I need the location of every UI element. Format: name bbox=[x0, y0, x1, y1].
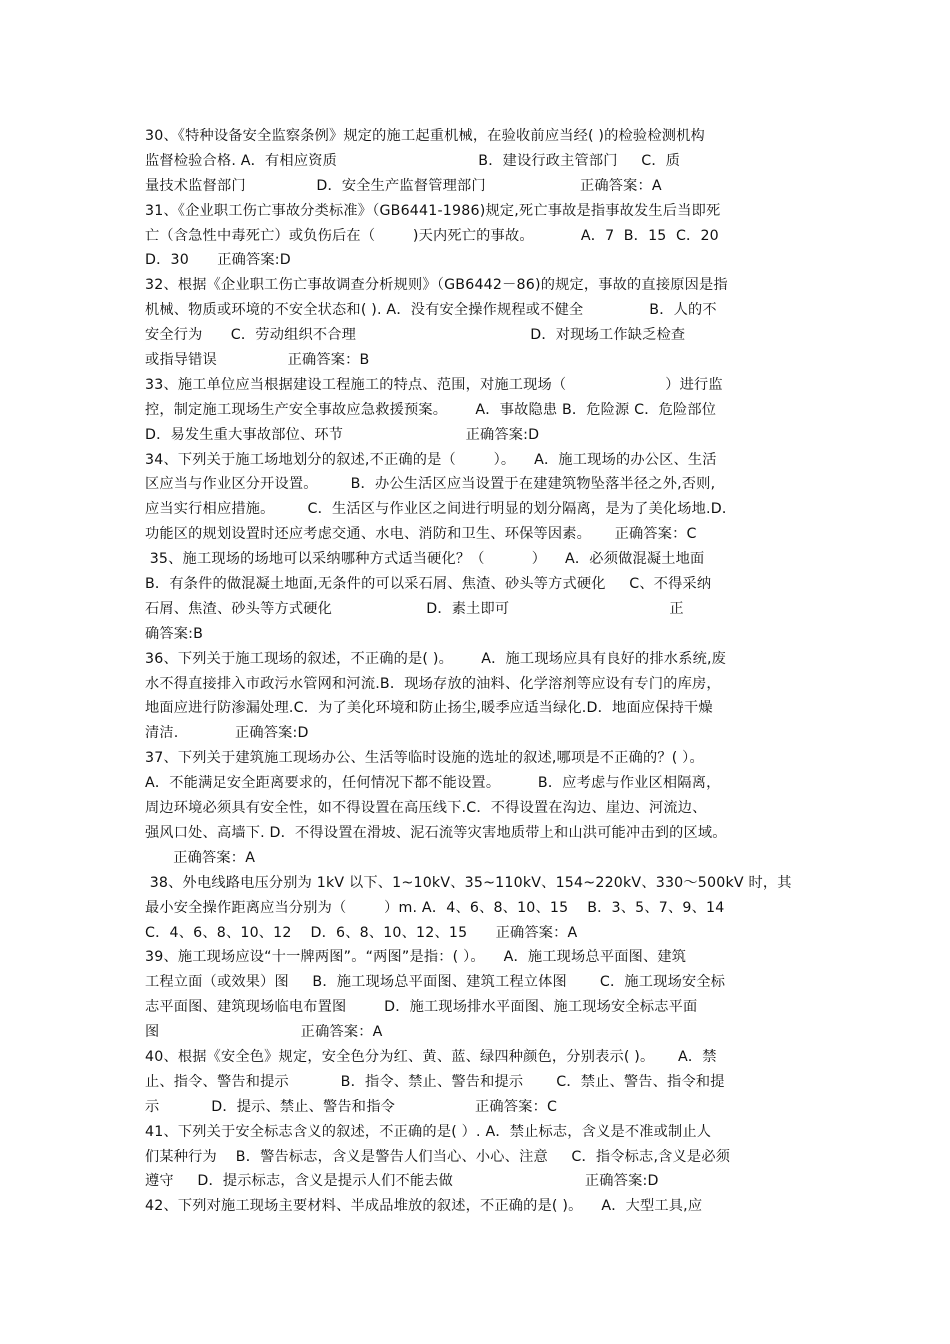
text-line: 36、下列关于施工现场的叙述，不正确的是( )。 A．施工现场应具有良好的排水系统,废 bbox=[145, 650, 727, 667]
text-line: D．易发生重大事故部位、环节 正确答案:D bbox=[145, 426, 540, 443]
text-line: B．有条件的做混凝土地面,无条件的可以采石屑、焦渣、砂头等方式硬化 C、不得采纳 bbox=[145, 576, 712, 593]
text-line: 清洁. 正确答案:D bbox=[145, 725, 309, 742]
text-line: 石屑、焦渣、砂头等方式硬化 D．素土即可 正 bbox=[145, 600, 684, 617]
text-line: 周边环境必须具有安全性，如不得设置在高压线下.C．不得设置在沟边、崖边、河流边、 bbox=[145, 800, 707, 817]
text-line: 41、下列关于安全标志含义的叙述，不正确的是( ）. A．禁止标志，含义是不准或制止人 bbox=[145, 1123, 712, 1140]
text-line: 控，制定施工现场生产安全事故应急救援预案。 A．事故隐患 B．危险源 C．危险部位 bbox=[145, 401, 717, 418]
text-line: 量技术监督部门 D．安全生产监督管理部门 正确答案：A bbox=[145, 177, 662, 194]
text-line: 31、《企业职工伤亡事故分类标准》（GB6441-1986)规定,死亡事故是指事故发生后当即死 bbox=[145, 202, 721, 219]
text-line: 水不得直接排入市政污水管网和河流.B．现场存放的油料、化学溶剂等应设有专门的库房， bbox=[145, 675, 721, 692]
text-line: C．4、6、8、10、12 D．6、8、10、12、15 正确答案：A bbox=[145, 924, 578, 941]
text-line: 30、《特种设备安全监察条例》规定的施工起重机械，在验收前应当经( )的检验检测机构 bbox=[145, 128, 705, 144]
text-line: 40、根据《安全色》规定，安全色分为红、黄、蓝、绿四种颜色，分别表示( )。 A．禁 bbox=[145, 1048, 717, 1065]
exam-questions-text bbox=[145, 124, 810, 1219]
text-line: 38、外电线路电压分别为 1kV 以下、1~10kV、35~110kV、154~220kV、330～500kV 时，其 bbox=[145, 874, 792, 891]
text-line: 志平面图、建筑现场临电布置图 D．施工现场排水平面图、施工现场安全标志平面 bbox=[145, 999, 698, 1016]
text-line: 功能区的规划设置时还应考虑交通、水电、消防和卫生、环保等因素。 正确答案：C bbox=[145, 526, 697, 543]
text-line: D．30 正确答案:D bbox=[145, 252, 291, 269]
text-line: 监督检验合格. A．有相应资质 B．建设行政主管部门 C．质 bbox=[145, 152, 681, 169]
text-line: 32、根据《企业职工伤亡事故调查分析规则》（GB6442－86)的规定，事故的直接原因是指 bbox=[145, 277, 728, 294]
text-line: 们某种行为 B．警告标志，含义是警告人们当心、小心、注意 C．指令标志,含义是必须 bbox=[145, 1148, 731, 1165]
text-line: 止、指令、警告和提示 B．指令、禁止、警告和提示 C．禁止、警告、指令和提 bbox=[145, 1073, 725, 1090]
text-line: 遵守 D．提示标志，含义是提示人们不能去做 正确答案:D bbox=[145, 1173, 659, 1190]
text-line: 最小安全操作距离应当分别为（ ）m. A．4、6、8、10、15 B．3、5、7、9、14 bbox=[145, 899, 725, 916]
text-line: 强风口处、高墙下. D．不得设置在滑坡、泥石流等灾害地质带上和山洪可能冲击到的区域。 bbox=[145, 824, 727, 841]
text-line: 确答案:B bbox=[145, 625, 204, 642]
text-line: 或指导错误 正确答案：B bbox=[145, 352, 370, 369]
text-line: 亡（含急性中毒死亡）或负伤后在（ )天内死亡的事故。 A．7 B．15 C．20 bbox=[145, 227, 719, 244]
text-line: 34、下列关于施工场地划分的叙述,不正确的是（ ）。 A．施工现场的办公区、生活 bbox=[145, 451, 717, 468]
text-line: 35、施工现场的场地可以采纳哪种方式适当硬化？（ ） A．必须做混凝土地面 bbox=[145, 551, 705, 568]
text-line: 区应当与作业区分开设置。 B．办公生活区应当设置于在建建筑物坠落半径之外,否则, bbox=[145, 476, 716, 493]
text-line: 39、施工现场应设“十一牌两图”。“两图”是指：( ）。 A．施工现场总平面图、建筑 bbox=[145, 949, 687, 966]
text-line: 示 D．提示、禁止、警告和指令 正确答案：C bbox=[145, 1098, 558, 1115]
text-line: 37、下列关于建筑施工现场办公、生活等临时设施的选址的叙述,哪项是不正确的？( ）。 bbox=[145, 750, 704, 767]
text-line: A．不能满足安全距离要求的，任何情况下都不能设置。 B．应考虑与作业区相隔离， bbox=[145, 775, 721, 792]
text-line: 图 正确答案：A bbox=[145, 1024, 383, 1041]
text-line: 正确答案：A bbox=[145, 849, 256, 866]
text-line: 地面应进行防渗漏处理.C．为了美化环境和防止扬尘,暖季应适当绿化.D．地面应保持干燥 bbox=[145, 700, 713, 717]
text-line: 33、施工单位应当根据建设工程施工的特点、范围，对施工现场（ ）进行监 bbox=[145, 376, 723, 393]
text-line: 应当实行相应措施。 C．生活区与作业区之间进行明显的划分隔离，是为了美化场地.D． bbox=[145, 501, 737, 518]
text-line: 机械、物质或环境的不安全状态和( ). A．没有安全操作规程或不健全 B．人的不 bbox=[145, 302, 717, 319]
text-line: 安全行为 C．劳动组织不合理 D．对现场工作缺乏检查 bbox=[145, 327, 686, 344]
text-line: 42、下列对施工现场主要材料、半成品堆放的叙述，不正确的是( )。 A．大型工具,应 bbox=[145, 1198, 703, 1215]
text-line: 工程立面（或效果）图 B．施工现场总平面图、建筑工程立体图 C．施工现场安全标 bbox=[145, 974, 726, 991]
